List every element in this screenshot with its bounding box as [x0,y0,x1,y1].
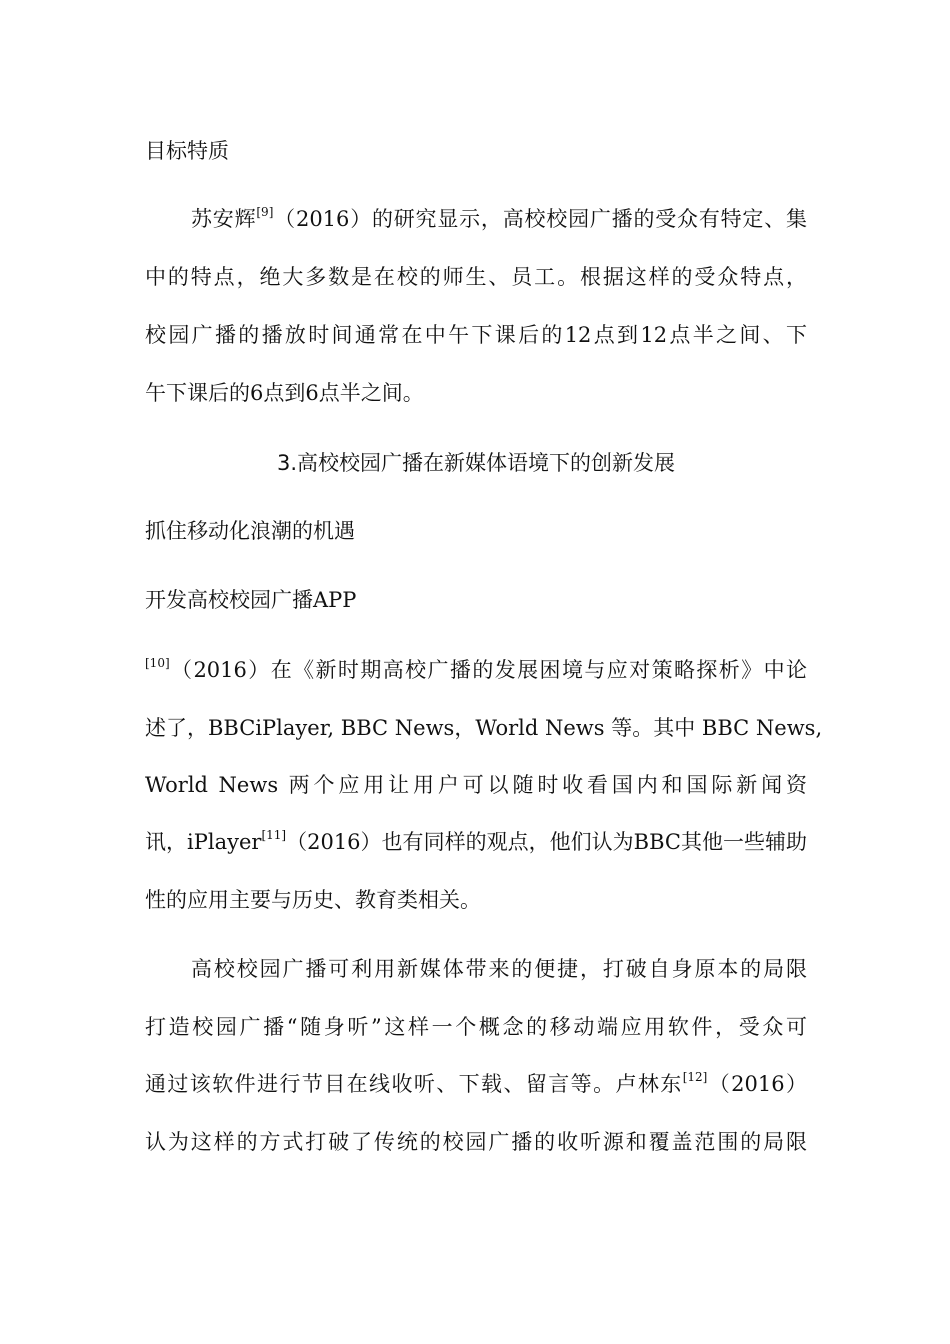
paragraph-line: 述了，BBCiPlayer, BBC News，World News 等。其中 BBC News, [145,716,823,740]
citation-marker: [10] [145,656,170,670]
citation-marker: [9] [256,205,274,219]
paragraph-line: World News 两个应用让用户可以随时收看国内和国际新闻资 [145,773,807,797]
section-heading: 3.高校校园广播在新媒体语境下的创新发展 [276,451,676,475]
text-fragment: （2016）的研究显示，高校校园广播的受众有特定、集 [273,207,807,231]
paragraph-line: 校园广播的播放时间通常在中午下课后的12点到12点半之间、下 [145,323,807,347]
citation-marker: [11] [261,828,287,842]
paragraph-line [145,205,807,233]
paragraph-line: 中的特点，绝大多数是在校的师生、员工。根据这样的受众特点， [145,265,807,289]
citation-marker: [12] [682,1070,708,1084]
text-fragment: 讯，iPlayer [145,830,262,854]
text-fragment: （2016） [707,1072,807,1096]
paragraph-line [145,828,807,856]
paragraph-line [145,656,807,684]
text-fragment: （2016）在《新时期高校广播的发展困境与应对策略探析》中论 [169,658,807,682]
author-name: 苏安辉 [191,207,257,231]
paragraph-line [145,1070,807,1098]
text-fragment: 通过该软件进行节目在线收听、下载、留言等。卢林东 [145,1072,683,1096]
paragraph-line: 性的应用主要与历史、教育类相关。 [145,888,481,912]
paragraph-line: 打造校园广播“随身听”这样一个概念的移动端应用软件，受众可 [145,1015,807,1039]
subheading-target-traits: 目标特质 [145,139,229,163]
paragraph-line: 午下课后的6点到6点半之间。 [145,381,424,405]
subheading-mobile-wave: 抓住移动化浪潮的机遇 [145,519,355,543]
subheading-develop-app: 开发高校校园广播APP [145,588,357,612]
paragraph-line: 认为这样的方式打破了传统的校园广播的收听源和覆盖范围的局限 [145,1130,807,1154]
text-fragment: （2016）也有同样的观点，他们认为BBC其他一些辅助 [286,830,807,854]
paragraph-line: 高校校园广播可利用新媒体带来的便捷，打破自身原本的局限 [191,957,807,981]
